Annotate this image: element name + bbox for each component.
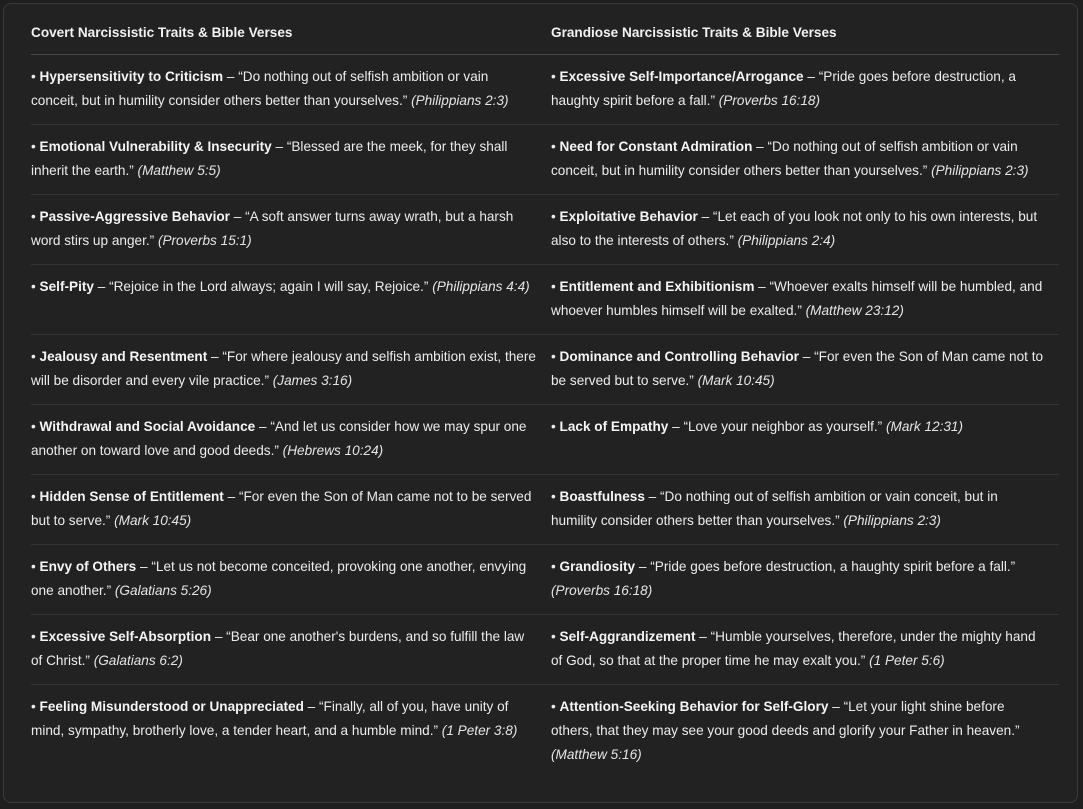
verse-quote: “For even the Son of Man came not to be served but to serve.” <box>551 349 1044 388</box>
trait-name: Jealousy and Resentment <box>39 349 208 364</box>
cell-covert <box>31 475 551 545</box>
verse-quote: “Whoever exalts himself will be humbled, and whoever humbles himself will be exalted.” <box>551 279 1043 318</box>
table-row <box>31 475 1059 545</box>
bullet-icon: • <box>31 489 40 504</box>
trait-name: Envy of Others <box>39 559 137 574</box>
cell-covert <box>31 405 551 475</box>
verse-reference: (Galatians 6:2) <box>93 653 183 668</box>
trait-name: Self-Aggrandizement <box>559 629 696 644</box>
cell-covert <box>31 125 551 195</box>
verse-quote: “Pride goes before destruction, a haughty spirit before a fall.” <box>650 559 1016 574</box>
table-row <box>31 125 1059 195</box>
cell-grandiose <box>551 685 1059 779</box>
verse-quote: “Humble yourselves, therefore, under the mighty hand of God, so that at the proper time he may exalt you.” <box>551 629 1036 668</box>
bullet-icon: • <box>31 279 40 294</box>
dash-separator: – <box>828 699 844 714</box>
bullet-icon: • <box>551 489 560 504</box>
bullet-icon: • <box>31 699 40 714</box>
dash-separator: – <box>635 559 651 574</box>
trait-name: Dominance and Controlling Behavior <box>559 349 799 364</box>
dash-separator: – <box>644 489 661 504</box>
verse-reference: (Philippians 2:3) <box>931 163 1029 178</box>
table-row <box>31 615 1059 685</box>
traits-table <box>31 18 1059 778</box>
bullet-icon: • <box>551 419 560 434</box>
verse-quote: “Do nothing out of selfish ambition or vain conceit, but in humility consider others better than yourselves.” <box>551 489 998 528</box>
cell-covert <box>31 545 551 615</box>
trait-name: Excessive Self-Importance/Arrogance <box>559 69 804 84</box>
verse-quote: “Pride goes before destruction, a haughty spirit before a fall.” <box>551 69 1016 108</box>
trait-name: Grandiosity <box>559 559 636 574</box>
bullet-icon: • <box>31 419 40 434</box>
verse-quote: “Do nothing out of selfish ambition or vain conceit, but in humility consider others better than yourselves.” <box>31 69 489 108</box>
verse-reference: (Philippians 4:4) <box>432 279 530 294</box>
bullet-icon: • <box>31 139 40 154</box>
trait-name: Withdrawal and Social Avoidance <box>39 419 256 434</box>
bullet-icon: • <box>551 559 560 574</box>
cell-grandiose <box>551 335 1059 405</box>
verse-quote: “Let each of you look not only to his own interests, but also to the interests of others.” <box>551 209 1038 248</box>
dash-separator: – <box>207 349 223 364</box>
cell-grandiose <box>551 475 1059 545</box>
verse-reference: (Proverbs 15:1) <box>157 233 252 248</box>
bullet-icon: • <box>551 279 560 294</box>
dash-separator: – <box>803 69 819 84</box>
verse-quote: “For even the Son of Man came not to be served but to serve.” <box>31 489 532 528</box>
table-row <box>31 265 1059 335</box>
dash-separator: – <box>211 629 227 644</box>
verse-reference: (Philippians 2:3) <box>843 513 941 528</box>
bullet-icon: • <box>31 69 40 84</box>
verse-reference: (Matthew 23:12) <box>805 303 904 318</box>
verse-reference: (Mark 10:45) <box>697 373 775 388</box>
trait-name: Need for Constant Admiration <box>559 139 753 154</box>
header-row <box>31 18 1059 55</box>
cell-grandiose <box>551 615 1059 685</box>
table-row <box>31 545 1059 615</box>
dash-separator: – <box>303 699 320 714</box>
trait-name: Self-Pity <box>39 279 94 294</box>
dash-separator: – <box>695 629 711 644</box>
verse-quote: “Blessed are the meek, for they shall inherit the earth.” <box>31 139 508 178</box>
trait-name: Attention-Seeking Behavior for Self-Glory <box>559 699 829 714</box>
trait-name: Hidden Sense of Entitlement <box>39 489 224 504</box>
cell-covert <box>31 195 551 265</box>
trait-name: Hypersensitivity to Criticism <box>39 69 224 84</box>
bullet-icon: • <box>551 139 560 154</box>
verse-quote: “Let your light shine before others, that they may see your good deeds and glorify your Father in heaven.” <box>551 699 1020 738</box>
verse-reference: (1 Peter 5:6) <box>869 653 945 668</box>
trait-name: Boastfulness <box>559 489 645 504</box>
dash-separator: – <box>223 69 239 84</box>
dash-separator: – <box>668 419 684 434</box>
dash-separator: – <box>271 139 287 154</box>
dash-separator: – <box>93 279 110 294</box>
dash-separator: – <box>697 209 713 224</box>
trait-name: Feeling Misunderstood or Unappreciated <box>39 699 304 714</box>
verse-reference: (Hebrews 10:24) <box>282 443 384 458</box>
bullet-icon: • <box>31 559 40 574</box>
trait-name: Excessive Self-Absorption <box>39 629 212 644</box>
dash-separator: – <box>798 349 815 364</box>
verse-reference: (Mark 12:31) <box>885 419 964 434</box>
table-row <box>31 195 1059 265</box>
verse-quote: “For where jealousy and selfish ambition exist, there will be disorder and every vile practice.” <box>31 349 536 388</box>
verse-reference: (1 Peter 3:8) <box>441 723 518 738</box>
trait-name: Emotional Vulnerability & Insecurity <box>39 139 272 154</box>
cell-covert <box>31 55 551 125</box>
trait-name: Lack of Empathy <box>559 419 669 434</box>
verse-quote: “A soft answer turns away wrath, but a harsh word stirs up anger.” <box>31 209 514 248</box>
bullet-icon: • <box>551 69 560 84</box>
cell-grandiose <box>551 265 1059 335</box>
verse-reference: (Matthew 5:5) <box>137 163 221 178</box>
bullet-icon: • <box>31 349 40 364</box>
verse-quote: “And let us consider how we may spur one another on toward love and good deeds.” <box>31 419 527 458</box>
bullet-icon: • <box>551 209 560 224</box>
verse-reference: (Proverbs 16:18) <box>551 583 653 598</box>
verse-reference: (Proverbs 16:18) <box>718 93 820 108</box>
cell-covert <box>31 265 551 335</box>
verse-quote: “Bear one another's burdens, and so fulfill the law of Christ.” <box>31 629 525 668</box>
table-row <box>31 685 1059 779</box>
cell-grandiose <box>551 55 1059 125</box>
cell-covert <box>31 335 551 405</box>
table-row <box>31 335 1059 405</box>
verse-quote: “Love your neighbor as yourself.” <box>683 419 883 434</box>
bullet-icon: • <box>551 699 560 714</box>
dash-separator: – <box>136 559 152 574</box>
cell-covert <box>31 685 551 779</box>
column-header-covert: Covert Narcissistic Traits & Bible Verses <box>31 18 551 55</box>
verse-reference: (James 3:16) <box>272 373 353 388</box>
bullet-icon: • <box>551 629 560 644</box>
dash-separator: – <box>255 419 271 434</box>
dash-separator: – <box>752 139 768 154</box>
trait-name: Passive-Aggressive Behavior <box>39 209 230 224</box>
verse-reference: (Galatians 5:26) <box>114 583 212 598</box>
bullet-icon: • <box>31 629 40 644</box>
verse-reference: (Philippians 2:4) <box>737 233 836 248</box>
bullet-icon: • <box>31 209 40 224</box>
dash-separator: – <box>223 489 239 504</box>
trait-name: Exploitative Behavior <box>559 209 698 224</box>
trait-name: Entitlement and Exhibitionism <box>559 279 755 294</box>
cell-grandiose <box>551 405 1059 475</box>
column-header-grandiose: Grandiose Narcissistic Traits & Bible Verses <box>551 18 1059 55</box>
cell-grandiose <box>551 125 1059 195</box>
table-container <box>3 3 1078 803</box>
verse-quote: “Rejoice in the Lord always; again I will say, Rejoice.” <box>109 279 429 294</box>
verse-reference: (Matthew 5:16) <box>551 747 642 762</box>
dash-separator: – <box>754 279 770 294</box>
verse-quote: “Let us not become conceited, provoking one another, envying one another.” <box>31 559 527 598</box>
table-row <box>31 55 1059 125</box>
verse-reference: (Philippians 2:3) <box>411 93 509 108</box>
table-row <box>31 405 1059 475</box>
verse-reference: (Mark 10:45) <box>114 513 192 528</box>
cell-grandiose <box>551 195 1059 265</box>
bullet-icon: • <box>551 349 560 364</box>
verse-quote: “Do nothing out of selfish ambition or vain conceit, but in humility consider others better than yourselves.” <box>551 139 1018 178</box>
dash-separator: – <box>229 209 246 224</box>
verse-quote: “Finally, all of you, have unity of mind, sympathy, brotherly love, a tender heart, and a humble mind.” <box>31 699 509 738</box>
cell-grandiose <box>551 545 1059 615</box>
cell-covert <box>31 615 551 685</box>
